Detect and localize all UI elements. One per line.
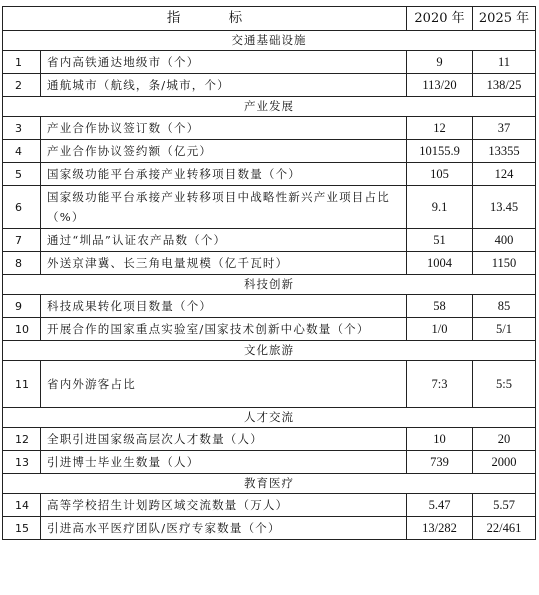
section-row xyxy=(3,408,536,428)
table-row xyxy=(3,163,536,186)
value-2020: 10155.9 xyxy=(407,140,473,163)
section-title: 教育医疗 xyxy=(3,474,536,494)
value-2025: 2000 xyxy=(473,451,536,474)
value-2025: 85 xyxy=(473,295,536,318)
value-2025: 11 xyxy=(473,51,536,74)
row-label: 开展合作的国家重点实验室/国家技术创新中心数量（个） xyxy=(41,318,407,341)
value-2020: 1/0 xyxy=(407,318,473,341)
value-2025: 5.57 xyxy=(473,494,536,517)
value-2025: 22/461 xyxy=(473,517,536,540)
table-row xyxy=(3,318,536,341)
value-2020: 739 xyxy=(407,451,473,474)
section-row xyxy=(3,341,536,361)
row-number: 11 xyxy=(3,361,41,408)
table-row xyxy=(3,295,536,318)
value-2025: 400 xyxy=(473,229,536,252)
indicator-table xyxy=(2,6,536,540)
row-number: 8 xyxy=(3,252,41,275)
row-number: 14 xyxy=(3,494,41,517)
row-number: 12 xyxy=(3,428,41,451)
row-label: 国家级功能平台承接产业转移项目中战略性新兴产业项目占比（%） xyxy=(41,186,407,229)
row-label: 引进高水平医疗团队/医疗专家数量（个） xyxy=(41,517,407,540)
section-row xyxy=(3,474,536,494)
value-2020: 7:3 xyxy=(407,361,473,408)
value-2020: 13/282 xyxy=(407,517,473,540)
row-label: 全职引进国家级高层次人才数量（人） xyxy=(41,428,407,451)
header-indicator: 指 标 xyxy=(3,7,407,31)
row-label: 外送京津冀、长三角电量规模（亿千瓦时） xyxy=(41,252,407,275)
value-2020: 105 xyxy=(407,163,473,186)
table-row xyxy=(3,361,536,408)
table-row xyxy=(3,186,536,229)
section-title: 交通基础设施 xyxy=(3,31,536,51)
table-row xyxy=(3,428,536,451)
row-number: 1 xyxy=(3,51,41,74)
value-2020: 58 xyxy=(407,295,473,318)
value-2025: 13.45 xyxy=(473,186,536,229)
value-2020: 12 xyxy=(407,117,473,140)
row-number: 10 xyxy=(3,318,41,341)
row-label: 通过“圳品”认证农产品数（个） xyxy=(41,229,407,252)
row-label: 引进博士毕业生数量（人） xyxy=(41,451,407,474)
value-2025: 5:5 xyxy=(473,361,536,408)
value-2025: 13355 xyxy=(473,140,536,163)
table-row xyxy=(3,517,536,540)
value-2025: 20 xyxy=(473,428,536,451)
row-number: 9 xyxy=(3,295,41,318)
value-2025: 124 xyxy=(473,163,536,186)
value-2020: 51 xyxy=(407,229,473,252)
row-label: 科技成果转化项目数量（个） xyxy=(41,295,407,318)
section-title: 人才交流 xyxy=(3,408,536,428)
table-row xyxy=(3,51,536,74)
section-title: 科技创新 xyxy=(3,275,536,295)
header-year-2025: 2025 年 xyxy=(473,7,536,31)
row-label: 省内外游客占比 xyxy=(41,361,407,408)
row-label: 通航城市（航线，条/城市，个） xyxy=(41,74,407,97)
row-label: 产业合作协议签订数（个） xyxy=(41,117,407,140)
section-row xyxy=(3,31,536,51)
section-row xyxy=(3,97,536,117)
table-row xyxy=(3,140,536,163)
row-number: 7 xyxy=(3,229,41,252)
header-year-2020: 2020 年 xyxy=(407,7,473,31)
row-number: 5 xyxy=(3,163,41,186)
value-2025: 37 xyxy=(473,117,536,140)
section-title: 文化旅游 xyxy=(3,341,536,361)
row-number: 13 xyxy=(3,451,41,474)
table-row xyxy=(3,252,536,275)
row-number: 4 xyxy=(3,140,41,163)
table-row xyxy=(3,494,536,517)
value-2020: 1004 xyxy=(407,252,473,275)
value-2025: 5/1 xyxy=(473,318,536,341)
table-row xyxy=(3,229,536,252)
row-number: 15 xyxy=(3,517,41,540)
row-label: 高等学校招生计划跨区域交流数量（万人） xyxy=(41,494,407,517)
value-2020: 9.1 xyxy=(407,186,473,229)
table-row xyxy=(3,74,536,97)
table-row xyxy=(3,117,536,140)
value-2025: 138/25 xyxy=(473,74,536,97)
value-2025: 1150 xyxy=(473,252,536,275)
table-row xyxy=(3,451,536,474)
section-row xyxy=(3,275,536,295)
value-2020: 5.47 xyxy=(407,494,473,517)
row-label: 产业合作协议签约额（亿元） xyxy=(41,140,407,163)
row-number: 2 xyxy=(3,74,41,97)
value-2020: 113/20 xyxy=(407,74,473,97)
value-2020: 9 xyxy=(407,51,473,74)
row-label: 省内高铁通达地级市（个） xyxy=(41,51,407,74)
row-number: 3 xyxy=(3,117,41,140)
row-number: 6 xyxy=(3,186,41,229)
header-row xyxy=(3,7,536,31)
row-label: 国家级功能平台承接产业转移项目数量（个） xyxy=(41,163,407,186)
section-title: 产业发展 xyxy=(3,97,536,117)
value-2020: 10 xyxy=(407,428,473,451)
